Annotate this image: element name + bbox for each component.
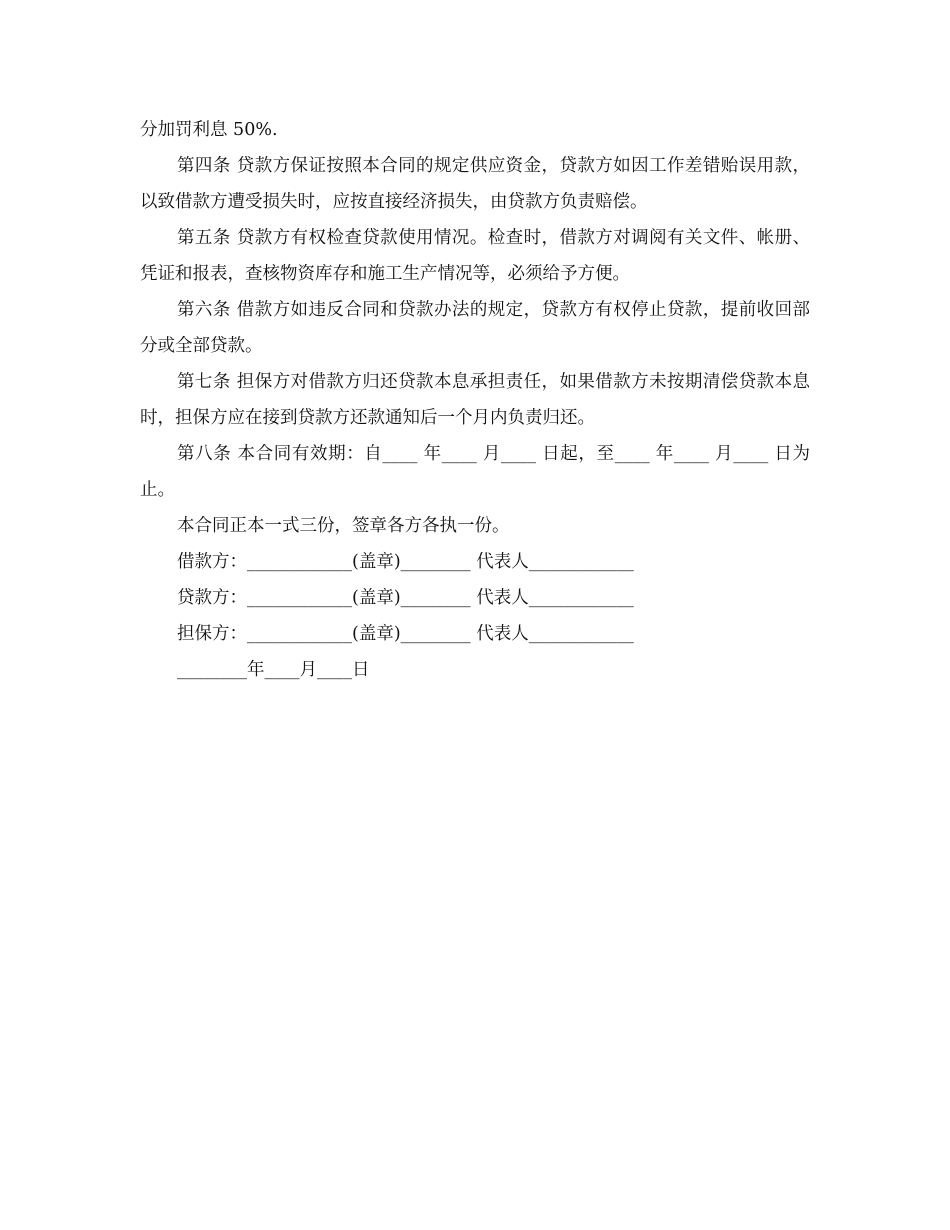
paragraph-penalty-interest: 分加罚利息 50%. bbox=[140, 120, 278, 140]
signature-line-borrower: 借款方：____________(盖章)________ 代表人____________ bbox=[177, 552, 634, 572]
signature-line-lender: 贷款方：____________(盖章)________ 代表人____________ bbox=[177, 588, 634, 608]
paragraph-article-6: 第六条 借款方如违反合同和贷款办法的规定，贷款方有权停止贷款，提前收回部分或全部贷款。 bbox=[140, 300, 810, 356]
paragraph-article-4: 第四条 贷款方保证按照本合同的规定供应资金，贷款方如因工作差错贻误用款，以致借款方遭受损失时，应按直接经济损失，由贷款方负责赔偿。 bbox=[140, 156, 810, 212]
paragraph-article-7: 第七条 担保方对借款方归还贷款本息承担责任，如果借款方未按期清偿贷款本息时，担保方应在接到贷款方还款通知后一个月内负责归还。 bbox=[140, 372, 810, 428]
paragraph-article-5: 第五条 贷款方有权检查贷款使用情况。检查时，借款方对调阅有关文件、帐册、凭证和报表，查核物资库存和施工生产情况等，必须给予方便。 bbox=[140, 228, 810, 284]
document-page bbox=[140, 112, 810, 688]
signature-date-line: ________年____月____日 bbox=[177, 660, 370, 680]
paragraph-copies: 本合同正本一式三份，签章各方各执一份。 bbox=[177, 516, 510, 536]
signature-line-guarantor: 担保方：____________(盖章)________ 代表人____________ bbox=[177, 624, 634, 644]
paragraph-article-8: 第八条 本合同有效期：自____ 年____ 月____ 日起，至____ 年____ 月____ 日为止。 bbox=[140, 444, 810, 500]
